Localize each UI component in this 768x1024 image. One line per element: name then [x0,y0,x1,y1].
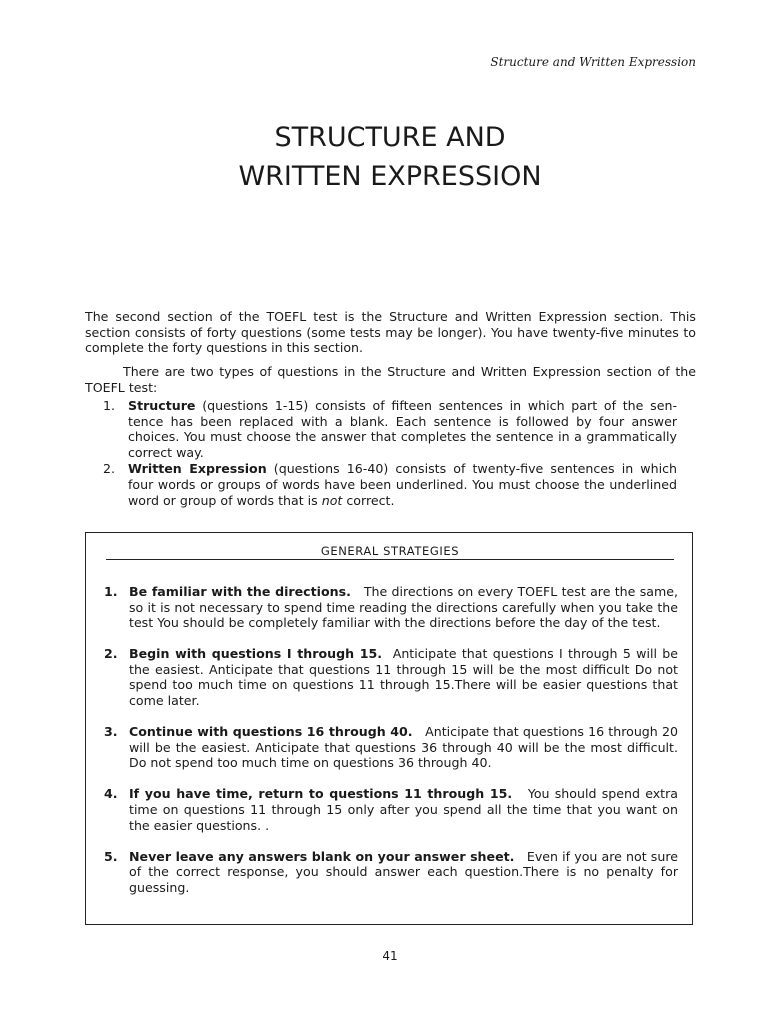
strategy-item [104,786,678,833]
page-title [0,118,768,196]
emphasis-text: not [321,492,343,508]
strategy-text: Anticipate that questions 16 through 20 will be the easiest. Anticipate that questions 36 through 40 will be the most difficult. Do not spend too much time on questions 36 through 40. [129,724,678,771]
list-number: 3. [104,724,118,740]
question-type-name: Structure [128,398,196,413]
intro-paragraph-1: The second section of the TOEFL test is the Structure and Written Expression section. This section consists of forty questions (some tests may be longer). You have twenty-five minutes to complete the forty questions in this section. [85,309,696,356]
question-type-description: (questions 1-15) consists of fifteen sentences in which part of the sen-tence has been replaced with a blank. Each sentence is followed by four answer choices. You must choose the answer that completes the sentence in a grammatically correct way. [128,398,677,460]
list-number: 5. [104,848,118,864]
question-type-description-end: correct. [342,492,395,508]
strategy-text: Anticipate that questions I through 5 will be the easiest. Anticipate that questions 11 through 15 will be the most difficult Do not spend too much time on questions 11 through 15.There will be easier questions that come later. [129,646,678,709]
question-type-description: (questions 16-40) consists of twenty-five sentences in which four words or groups of words have been underlined. You must choose the underlined word or group of words that is [128,461,677,508]
title-line-1: STRUCTURE AND [274,122,506,153]
question-type-list [103,398,677,509]
strategy-item [104,849,678,896]
list-number: 2. [104,646,118,662]
strategy-title: Never leave any answers blank on your answer sheet. [129,848,515,864]
general-strategies-box [85,532,693,925]
question-type-item [103,461,677,508]
strategy-item [104,646,678,708]
strategy-item [104,724,678,771]
intro-paragraph-2: There are two types of questions in the Structure and Written Expression section of the TOEFL test: [85,364,696,395]
strategy-title: If you have time, return to questions 11 through 15. [129,786,513,802]
strategy-title: Be familiar with the directions. [129,584,351,599]
strategy-text: The directions on every TOEFL test are the same, so it is not necessary to spend time reading the directions carefully when you take the test You should be completely familiar with the directions before the day of the test. [129,584,679,631]
strategies-heading: GENERAL STRATEGIES [106,544,674,560]
list-number: 2. [103,461,116,477]
list-number: 1. [103,398,116,413]
strategy-item [104,584,678,631]
title-line-2: WRITTEN EXPRESSION [238,161,542,192]
list-number: 4. [104,786,118,802]
question-type-item [103,398,677,460]
question-type-name: Written Expression [128,461,267,477]
strategy-title: Begin with questions I through 15. [129,646,383,662]
strategy-list [104,584,678,911]
page-number: 41 [382,949,398,963]
running-head: Structure and Written Expression [490,55,696,69]
strategy-text: Even if you are not sure of the correct response, you should answer each question.There is no penalty for guessing. [129,848,679,895]
strategy-text: You should spend extra time on questions 11 through 15 only after you spend all the time that you want on the easier questions. . [129,786,679,833]
list-number: 1. [104,584,118,599]
strategy-title: Continue with questions 16 through 40. [129,724,413,740]
